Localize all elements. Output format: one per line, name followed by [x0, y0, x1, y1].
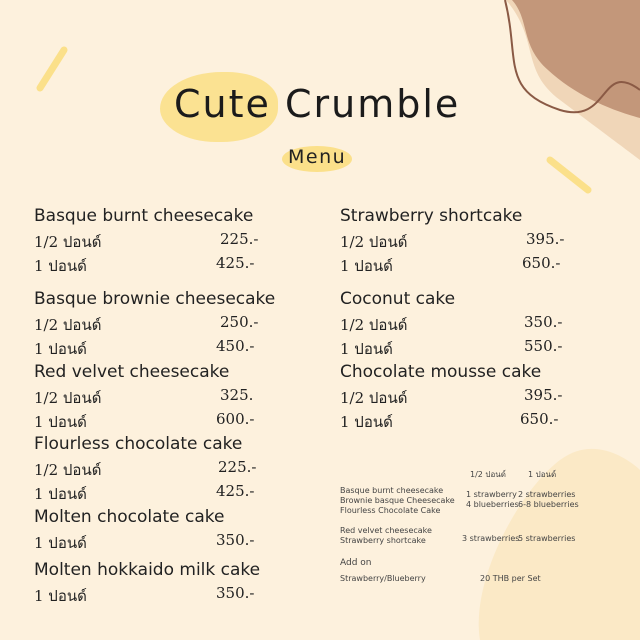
- cake-item: [34, 560, 294, 604]
- cake-item: [34, 507, 294, 551]
- price: 650.-: [522, 254, 561, 272]
- price: 450.-: [216, 337, 255, 355]
- menu-label-area: [282, 140, 354, 174]
- table-half-topping: 1 strawberry: [466, 490, 517, 499]
- cake-item: [34, 362, 294, 430]
- price: 225.-: [220, 230, 259, 248]
- price-row: [340, 226, 600, 250]
- size-label: 1/2 ปอนด์: [340, 233, 408, 251]
- cake-name: Molten hokkaido milk cake: [34, 560, 261, 580]
- price: 350.-: [216, 531, 255, 549]
- price-row: [34, 226, 294, 250]
- table-one-topping: 5 strawberries: [518, 534, 576, 543]
- price-row: [340, 406, 600, 430]
- cake-name: Red velvet cheesecake: [34, 362, 230, 382]
- price: 425.-: [216, 482, 255, 500]
- size-label: 1 ปอนด์: [34, 534, 87, 552]
- table-cake-name: Brownie basque Cheesecake: [340, 496, 455, 505]
- size-label: 1 ปอนด์: [340, 340, 393, 358]
- cake-name: Flourless chocolate cake: [34, 434, 243, 454]
- size-label: 1/2 ปอนด์: [34, 389, 102, 407]
- price: 600.-: [216, 410, 255, 428]
- size-label: 1/2 ปอนด์: [340, 316, 408, 334]
- addon-item: Strawberry/Blueberry: [340, 574, 426, 583]
- cake-item: [34, 206, 294, 274]
- size-label: 1 ปอนด์: [34, 587, 87, 605]
- header-half-pound: 1/2 ปอนด์: [470, 470, 506, 479]
- price-row: [340, 382, 600, 406]
- cake-name: Strawberry shortcake: [340, 206, 523, 226]
- size-label: 1/2 ปอนด์: [34, 233, 102, 251]
- table-cake-name: Flourless Chocolate Cake: [340, 506, 441, 515]
- price-row: [34, 309, 294, 333]
- addon-price: 20 THB per Set: [480, 574, 541, 583]
- price-row: [34, 406, 294, 430]
- size-label: 1 ปอนด์: [340, 413, 393, 431]
- size-label: 1 ปอนด์: [34, 340, 87, 358]
- cake-name: Basque brownie cheesecake: [34, 289, 276, 309]
- cake-name: Chocolate mousse cake: [340, 362, 542, 382]
- size-label: 1 ปอนด์: [340, 257, 393, 275]
- table-half-topping: 4 blueberries: [466, 500, 519, 509]
- price: 325.: [220, 386, 254, 404]
- price: 350.-: [216, 584, 255, 602]
- price: 650.-: [520, 410, 559, 428]
- table-one-topping: 2 strawberries: [518, 490, 576, 499]
- price-row: [34, 527, 294, 551]
- cake-item: [34, 289, 294, 357]
- price: 550.-: [524, 337, 563, 355]
- price-row: [34, 382, 294, 406]
- page-title: Cute Crumble: [174, 82, 461, 126]
- price-row: [34, 333, 294, 357]
- table-half-topping: 3 strawberries: [462, 534, 520, 543]
- cake-name: Coconut cake: [340, 289, 456, 309]
- cake-name: Basque burnt cheesecake: [34, 206, 254, 226]
- price: 395.-: [524, 386, 563, 404]
- size-label: 1/2 ปอนด์: [34, 461, 102, 479]
- price: 225.-: [218, 458, 257, 476]
- price-row: [34, 250, 294, 274]
- table-cake-name: Basque burnt cheesecake: [340, 486, 444, 495]
- cake-item: [34, 434, 294, 502]
- price: 395.-: [526, 230, 565, 248]
- cake-name: Molten chocolate cake: [34, 507, 225, 527]
- table-cake-name: Red velvet cheesecake: [340, 526, 432, 535]
- size-label: 1/2 ปอนด์: [340, 389, 408, 407]
- topping-table: [338, 464, 638, 594]
- price-row: [340, 333, 600, 357]
- cake-item: [340, 206, 600, 274]
- size-label: 1 ปอนด์: [34, 257, 87, 275]
- size-label: 1 ปอนด์: [34, 413, 87, 431]
- cake-item: [340, 289, 600, 357]
- menu-subtitle: Menu: [288, 146, 347, 168]
- cake-item: [340, 362, 600, 430]
- table-cake-name: Strawberry shortcake: [340, 536, 426, 545]
- size-label: 1 ปอนด์: [34, 485, 87, 503]
- price: 425.-: [216, 254, 255, 272]
- table-one-topping: 6-8 blueberries: [518, 500, 579, 509]
- price-row: [34, 478, 294, 502]
- header-one-pound: 1 ปอนด์: [528, 470, 557, 479]
- size-label: 1/2 ปอนด์: [34, 316, 102, 334]
- price-row: [34, 580, 294, 604]
- price-row: [340, 309, 600, 333]
- price-row: [340, 250, 600, 274]
- price: 250.-: [220, 313, 259, 331]
- title-area: [160, 76, 480, 140]
- addon-title: Add on: [340, 558, 372, 568]
- price-row: [34, 454, 294, 478]
- price: 350.-: [524, 313, 563, 331]
